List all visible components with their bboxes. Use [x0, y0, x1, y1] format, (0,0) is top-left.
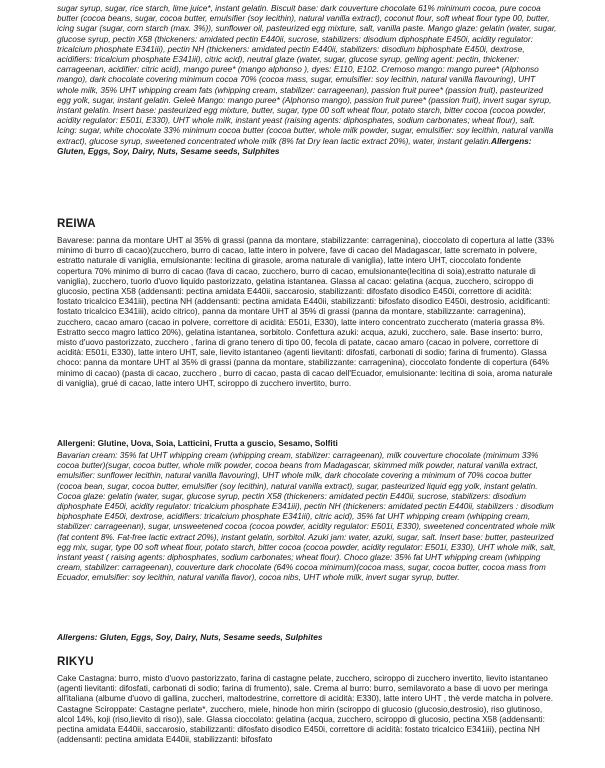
allergens-text: Allergens: Gluten, Eggs, Soy, Dairy, Nuts, Sesame seeds, Sulphites [57, 135, 532, 156]
ingredients-text-italian-rikyu: Cake Castagna: burro, misto d'uovo pastorizzato, farina di castagne pelate, zucchero, sciroppo di zucchero invertito, lievito istantaneo (agenti lievitanti: difosfati, carbonati di sodio; farina di frumento), sale. Crema al burro: burro, semilavorato a base di uovo per meringa all'italiana (albume d'uovo di gallina, zuccheri, maltodestrine, correttore di acidità: E330), latte intero UHT , thè verde matcha in polvere. Castagne Sciroppate: Castagne perlate*, zucchero, miele, hinode hon mirin (sciroppo di glucosio (glucosio,destrosio), riso glutinoso, alcol 14%, koji (riso,lievito di riso)), sale. Glassa cioccolato: gelatina (acqua, zucchero, sciroppo di glucosio, pectina X58 (addensanti: pectina amidata E440ii, saccarosio, stabilizzanti: difosfato disodico E450i, correttore di acidità: fostato tricalcico E341iii), pectina NH (addensanti: pectina amidata E440ii, stabilizzanti: bifosfato [57, 673, 554, 745]
ingredients-text-italian-reiwa: Bavarese: panna da montare UHT al 35% di grassi (panna da montare, stabilizzante: carragenina), cioccolato di copertura al latte (33% minimo di burro di cacao)(zucchero, burro di cacao, latte intero in polvere, fave di cacao del Madagascar, latte scremato in polvere, estratto naturale di vaniglia, emulsionante: lecitina di girasole, aroma naturale di vaniglia), latte intero UHT, cioccolato fondente copertura 70% minimo di burro di cacao (fava di cacao, zucchero, burro di cacao, emulsionante(lecitina di soia),estratto naturale di vaniglia), zucchero, tuorlo d'uovo liquido pastorizzato, gelatina istantanea. Glassa al cacao: gelatina (acqua, zucchero, sciroppo di glucosio, pectina X58 (addensanti: pectina amidata E440ii, saccarosio, stabilizzanti: difosfato disodico E450i, correttore di acidità: fostato tricalcico E341iii), pectina NH (addensanti: pectina amidata E440ii, stabilizzanti: bifosfato disodico E450i, destrosio, acidificanti: fostato tricalcico E341iii), acido citrico), panna da montare UHT al 35% di grassi (panna da montare, stabilizzante: carragenina), zucchero, cacao amaro (cacao in polvere, correttore di acidità: E501i, E330), latte intero concentrato zuccherato (materia grassa 8%. Estratto secco magro lattico 20%), gelatina istantanea, sorbitolo. Confettura azuki: acqua, azuki, zucchero, sale. Base inserto: burro, misto d'uovo pastorizzato, zucchero , farina di grano tenero di tipo 00, fecola di patate, cacao amaro (cacao in polvere, correttore di acidità: E501i, E330), latte intero UHT, sale, lievito istantaneo (agenti lievitanti: difosfati, carbonati di sodio; farina di frumento). Glassa choco: panna da montare UHT al 35% di grassi (panna da montare, stabilizzante: carragenina), cioccolato fondente di copertura (64% minimo di cacao) (pasta di cacao, zucchero , burro di cacao, pasta di cacao dell'Ecuador, emulsionante: lecitina di soia, aroma naturale di vaniglia), grué di cacao, latte intero UHT, sciroppo di zucchero invertito, burro. [57, 235, 555, 388]
product-title-rikyu: RIKYU [57, 656, 94, 668]
allergens-text-italian-reiwa: Allergeni: Glutine, Uova, Soia, Latticini, Frutta a guscio, Sesamo, Solfiti [57, 438, 338, 448]
product-title-reiwa: REIWA [57, 218, 96, 230]
allergens-text-english-reiwa: Allergens: Gluten, Eggs, Soy, Dairy, Nuts, Sesame seeds, Sulphites [57, 632, 323, 642]
ingredients-text-english-continued [57, 3, 557, 156]
ingredients-text-english-reiwa: Bavarian cream: 35% fat UHT whipping cream (whipping cream, stabilizer: carrageenan), milk couverture chocolate (minimum 33% cocoa butter)(sugar, cocoa butter, whole milk powder, cocoa beans from Madagascar, skimmed milk powder, natural vanilla extract, emulsifier: sunflower lecithin, natural vanilla flavouring), UHT whole milk, dark chocolate covering a minimum of 70% cocoa butter (cocoa bean, sugar, cocoa butter, emulsifier (soy lecithin), natural vanilla extract), sugar, pasteurized liquid egg yolk, instant gelatin. Cocoa glaze: gelatin (water, sugar, glucose syrup, pectin X58 (thickeners: amidated pectin E440ii, sucrose, stabilizers: disodium diphosphate E450i, acidity regulator: tricalcium phosphate E341iii), pectin NH (thickeners: amidated pectin E440ii, stabilizers : disodium biphosphate E450i, dextrose, acidifiers: tricalcium phosphate E341iii), citric acid), 35% fat UHT whipping cream (whipping cream, stabilizer: carrageenan), sugar, unsweetened cocoa (cocoa powder, acidity regulator: E501i, E330), sweetened concentrated whole milk (fat content 8%. Fat-free lactic extract 20%), instant gelatin, sorbitol. Azuki jam: water, azuki, sugar, salt. Insert base: butter, pasteurized egg mix, sugar, type 00 soft wheat flour, potato starch, bitter cocoa (cocoa powder, acidity regulator: E501i, E330), UHT whole milk, salt, instant yeast ( raising agents: diphosphates, sodium carbonates; wheat flour). Choco glaze: 35% fat UHT whipping cream (whipping cream, stabilizer: carrageenan), couverture dark chocolate (64% cocoa minimum)(cocoa mass, sugar, cocoa butter, cocoa mass from Ecuador, emulsifier: soy lecithin, natural vanilla flavor), cocoa nibs, UHT whole milk, invert sugar syrup, butter. [57, 450, 556, 583]
ingredients-text: sugar syrup, sugar, rice starch, lime juice*, instant gelatin. Biscuit base: dark couverture chocolate 61% minimum cocoa, pure cocoa butter (cocoa beans, sugar, cocoa butter, emulsifier (soy lecithin), natural vanilla extract), coconut flour, soft wheat flour type 00, butter, icing sugar (sugar, corn starch (max. 3%)), sunflower oil, pasteurized egg mixture, salt, vanilla paste. Mango glaze: gelatin (water, sugar, glucose syrup, pectin X58 (thickeners: amidated pectin E440ii, sucrose, stabilizers: disodium diphosphate E450i, acidity regulator: tricalcium phosphate E341iii), pectin NH (thickeners: amidated pectin E440ii, stabilizers: disodium biphosphate E450i, dextrose, acidifiers: tricalcium phosphate E341iii), citric acid), neutral glaze (water, sugar, glucose syrup, gelling agent: pectin, thickener: carrageenan, acidifier: citric acid), mango puree* (mango alphonso ), dyes: E110, E102. Cremoso mango: mango puree* (Alphonso mango), dark chocolate covering minimum cocoa 70% (cocoa mass, sugar, emulsifier: soy lecithin, natural vanilla flavouring), UHT whole milk, 35% UHT whipping cream fats (whipping cream, stabilizer: carrageenan), passion fruit puree* (passion fruit), pasteurized egg yolk, sugar, instant gelatin. Geleè Mango: mango puree* (Alphonso mango), passion fruit puree* (passion fruit), invert sugar syrup, instant gelatin. Insert base: pasteurized egg mixture, butter, sugar, type 00 soft wheat flour, potato starch, bitter cocoa (cocoa powder, acidity regulator: E501i, E330), UHT whole milk, instant yeast (raising agents: diphosphates, sodium carbonates; wheat flour), salt. Icing: sugar, white chocolate 33% minimum cocoa butter (cocoa butter, whole milk powder, sugar, emulsifier: soy lecithin, natural vanilla extract), glucose syrup, sweetened concentrated whole milk (8% fat Dry lean lactic extract 20%), water, instant gelatin. [57, 3, 557, 146]
